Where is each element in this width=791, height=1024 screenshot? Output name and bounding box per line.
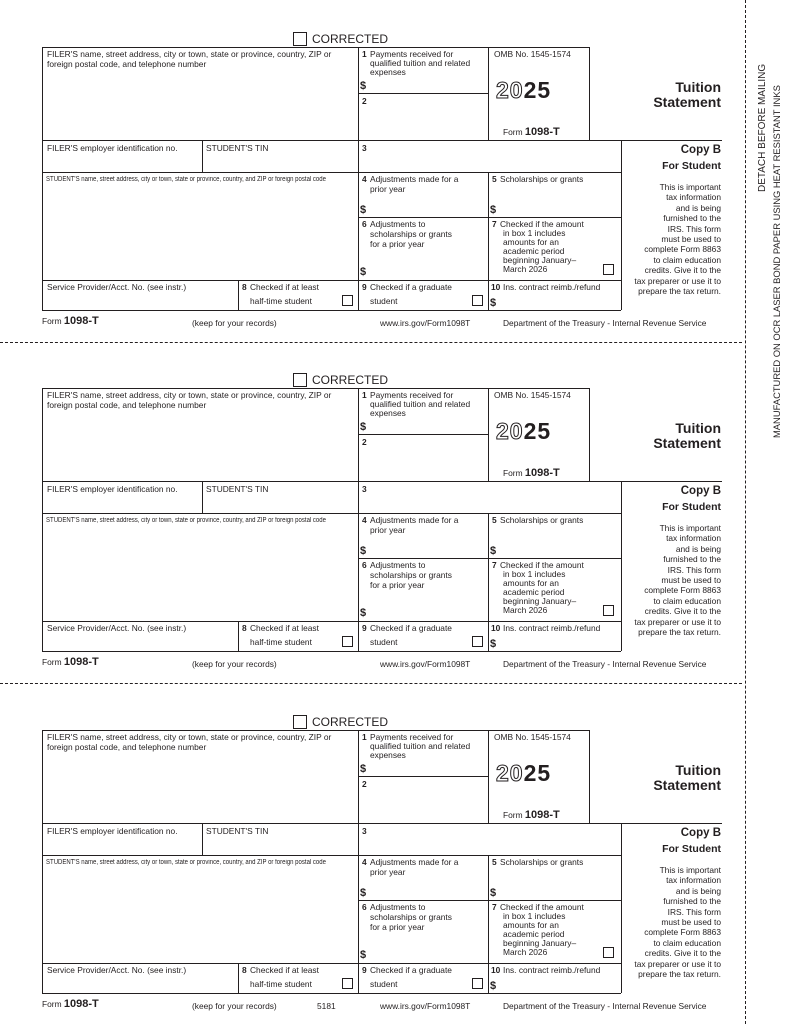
perforation-line-1	[0, 342, 742, 343]
box1-dollar: $	[360, 763, 367, 775]
footer-department: Department of the Treasury - Internal Revenue Service	[503, 318, 707, 328]
omb-number: OMB No. 1545-1574	[494, 49, 571, 59]
footer-url: www.irs.gov/Form1098T	[380, 318, 471, 328]
box10-number: 10	[491, 282, 501, 292]
box4-label-2: prior year	[370, 525, 406, 535]
form-title-2: Statement	[653, 435, 721, 451]
form-title-1: Tuition	[675, 420, 721, 436]
tax-year: 2025	[496, 760, 552, 786]
box6-label-3: for a prior year	[370, 922, 425, 932]
copy-b-instructions: This is important tax information and is being furnished to the IRS. This form must be used to complete Form 8863 to claim education credits. Give it to the tax preparer or use it to prepare the tax return.	[634, 523, 721, 638]
box4-amount-field[interactable]	[370, 202, 486, 216]
box4-label-1: Adjustments made for a	[370, 857, 459, 867]
service-provider-field[interactable]	[44, 634, 236, 649]
box10-number: 10	[491, 623, 501, 633]
box5-amount-field[interactable]	[500, 543, 619, 557]
box8-checkbox[interactable]	[342, 295, 353, 306]
footer-form-label: Form 1098-T	[42, 315, 99, 327]
box4-number: 4	[362, 174, 367, 184]
box8-number: 8	[242, 282, 247, 292]
box10-label: Ins. contract reimb./refund	[503, 965, 601, 975]
box6-amount-field[interactable]	[370, 947, 486, 961]
box3-number: 3	[362, 143, 367, 153]
box1-amount-field[interactable]	[370, 78, 486, 92]
box9-label-2: student	[370, 979, 398, 989]
box5-dollar: $	[490, 545, 497, 557]
box4-label-2: prior year	[370, 184, 406, 194]
student-name-label: STUDENT'S name, street address, city or town, state or province, country, and ZIP or foreign postal code	[46, 517, 326, 524]
filer-name-field[interactable]	[44, 70, 356, 138]
box8-label-2: half-time student	[250, 637, 312, 647]
box1-dollar: $	[360, 421, 367, 433]
student-name-field[interactable]	[44, 527, 356, 619]
for-student-label: For Student	[662, 501, 721, 513]
box5-number: 5	[492, 857, 497, 867]
box7-checkbox[interactable]	[603, 264, 614, 275]
paper-notice: MANUFACTURED ON OCR LASER BOND PAPER USING HEAT RESISTANT INKS	[771, 85, 782, 438]
box8-label-2: half-time student	[250, 979, 312, 989]
form-label: Form 1098-T	[503, 126, 560, 138]
student-name-label: STUDENT'S name, street address, city or town, state or province, country, and ZIP or foreign postal code	[46, 859, 326, 866]
student-tin-label: STUDENT'S TIN	[206, 143, 269, 153]
for-student-label: For Student	[662, 160, 721, 172]
box4-label-1: Adjustments made for a	[370, 174, 459, 184]
box8-number: 8	[242, 623, 247, 633]
box8-checkbox[interactable]	[342, 636, 353, 647]
box6-label-2: scholarships or grants	[370, 570, 452, 580]
box8-number: 8	[242, 965, 247, 975]
box7-label-5: beginning January–	[503, 596, 577, 606]
footer-department: Department of the Treasury - Internal Revenue Service	[503, 659, 707, 669]
filer-ein-label: FILER'S employer identification no.	[47, 143, 178, 153]
box1-label-3: expenses	[370, 67, 406, 77]
box6-dollar: $	[360, 949, 367, 961]
box6-number: 6	[362, 560, 367, 570]
box10-number: 10	[491, 965, 501, 975]
box3-number: 3	[362, 826, 367, 836]
box10-label: Ins. contract reimb./refund	[503, 623, 601, 633]
filer-name-label: FILER'S name, street address, city or town, state or province, country, ZIP or	[47, 732, 332, 742]
box2-field[interactable]	[370, 104, 486, 138]
box10-dollar: $	[490, 297, 497, 309]
footer-keep-note: (keep for your records)	[192, 1001, 277, 1011]
box4-amount-field[interactable]	[370, 885, 486, 899]
service-provider-field[interactable]	[44, 976, 236, 991]
form-label: Form 1098-T	[503, 809, 560, 821]
box5-number: 5	[492, 174, 497, 184]
box10-dollar: $	[490, 980, 497, 992]
box9-checkbox[interactable]	[472, 978, 483, 989]
box7-label-6: March 2026	[503, 947, 548, 957]
student-name-field[interactable]	[44, 869, 356, 961]
form-1098t-copy-1	[0, 0, 791, 328]
box6-number: 6	[362, 902, 367, 912]
form-1098t-copy-3	[0, 683, 791, 1011]
box9-label-1: Checked if a graduate	[370, 623, 452, 633]
box7-label-2: in box 1 includes	[503, 569, 566, 579]
box10-amount-field[interactable]	[500, 635, 619, 649]
filer-name-field[interactable]	[44, 411, 356, 479]
box10-label: Ins. contract reimb./refund	[503, 282, 601, 292]
service-provider-label: Service Provider/Acct. No. (see instr.)	[47, 965, 187, 975]
box4-label-2: prior year	[370, 867, 406, 877]
box6-label-1: Adjustments to	[370, 902, 426, 912]
box9-number: 9	[362, 623, 367, 633]
box7-label-2: in box 1 includes	[503, 911, 566, 921]
box1-amount-field[interactable]	[370, 419, 486, 433]
box1-number: 1	[362, 49, 367, 59]
box7-label-2: in box 1 includes	[503, 228, 566, 238]
box2-number: 2	[362, 779, 367, 789]
box7-label-5: beginning January–	[503, 255, 577, 265]
copy-b-instructions: This is important tax information and is being furnished to the IRS. This form must be used to complete Form 8863 to claim education credits. Give it to the tax preparer or use it to prepare the tax return.	[634, 865, 721, 980]
footer-keep-note: (keep for your records)	[192, 659, 277, 669]
box9-number: 9	[362, 282, 367, 292]
filer-name-label: FILER'S name, street address, city or town, state or province, country, ZIP or	[47, 49, 332, 59]
vertical-perforation	[745, 0, 746, 1024]
corrected-label: CORRECTED	[312, 715, 389, 729]
box6-dollar: $	[360, 266, 367, 278]
omb-number: OMB No. 1545-1574	[494, 732, 571, 742]
box6-label-2: scholarships or grants	[370, 229, 452, 239]
box6-label-3: for a prior year	[370, 239, 425, 249]
corrected-checkbox[interactable]	[293, 32, 307, 46]
box8-label-2: half-time student	[250, 296, 312, 306]
box7-checkbox[interactable]	[603, 947, 614, 958]
copy-b-label: Copy B	[680, 144, 721, 156]
footer-url: www.irs.gov/Form1098T	[380, 659, 471, 669]
box7-label-4: academic period	[503, 929, 565, 939]
box1-label-2: qualified tuition and related	[370, 58, 471, 68]
box9-checkbox[interactable]	[472, 636, 483, 647]
box4-label-1: Adjustments made for a	[370, 515, 459, 525]
form-label: Form 1098-T	[503, 467, 560, 479]
box1-dollar: $	[360, 80, 367, 92]
box1-label-1: Payments received for	[370, 732, 454, 742]
filer-name-label-2: foreign postal code, and telephone number	[47, 742, 207, 752]
perforation-line-2	[0, 683, 742, 684]
filer-name-field[interactable]	[44, 753, 356, 821]
box9-label-2: student	[370, 296, 398, 306]
form-title-2: Statement	[653, 94, 721, 110]
box7-number: 7	[492, 219, 497, 229]
box9-checkbox[interactable]	[472, 295, 483, 306]
box7-number: 7	[492, 560, 497, 570]
box5-label: Scholarships or grants	[500, 515, 584, 525]
box8-label-1: Checked if at least	[250, 623, 319, 633]
box2-field[interactable]	[370, 787, 486, 821]
filer-ein-field[interactable]	[44, 837, 200, 853]
box7-label-6: March 2026	[503, 264, 548, 274]
student-tin-label: STUDENT'S TIN	[206, 826, 269, 836]
copy-b-label: Copy B	[680, 485, 721, 497]
box9-label-2: student	[370, 637, 398, 647]
box7-label-4: academic period	[503, 246, 565, 256]
box6-label-3: for a prior year	[370, 580, 425, 590]
service-provider-label: Service Provider/Acct. No. (see instr.)	[47, 282, 187, 292]
box4-dollar: $	[360, 887, 367, 899]
box7-label-4: academic period	[503, 587, 565, 597]
box10-amount-field[interactable]	[500, 294, 619, 308]
box7-label-3: amounts for an	[503, 578, 559, 588]
filer-ein-label: FILER'S employer identification no.	[47, 484, 178, 494]
box5-amount-field[interactable]	[500, 885, 619, 899]
box4-amount-field[interactable]	[370, 543, 486, 557]
box6-amount-field[interactable]	[370, 605, 486, 619]
form-1098t-copy-2	[0, 341, 791, 669]
box6-label-1: Adjustments to	[370, 560, 426, 570]
corrected-label: CORRECTED	[312, 373, 389, 387]
student-tin-field[interactable]	[204, 154, 356, 170]
box1-amount-field[interactable]	[370, 761, 486, 775]
filer-ein-label: FILER'S employer identification no.	[47, 826, 178, 836]
box1-label-3: expenses	[370, 750, 406, 760]
copy-b-instructions: This is important tax information and is being furnished to the IRS. This form must be used to complete Form 8863 to claim education credits. Give it to the tax preparer or use it to prepare the tax return.	[634, 182, 721, 297]
for-student-label: For Student	[662, 843, 721, 855]
box10-dollar: $	[490, 638, 497, 650]
student-name-label: STUDENT'S name, street address, city or town, state or province, country, and ZIP or foreign postal code	[46, 176, 326, 183]
box9-label-1: Checked if a graduate	[370, 282, 452, 292]
footer-url: www.irs.gov/Form1098T	[380, 1001, 471, 1011]
student-name-field[interactable]	[44, 186, 356, 278]
box8-checkbox[interactable]	[342, 978, 353, 989]
box1-label-1: Payments received for	[370, 49, 454, 59]
box7-label-1: Checked if the amount	[500, 560, 584, 570]
box1-label-3: expenses	[370, 408, 406, 418]
omb-number: OMB No. 1545-1574	[494, 390, 571, 400]
student-tin-label: STUDENT'S TIN	[206, 484, 269, 494]
box5-number: 5	[492, 515, 497, 525]
box7-label-6: March 2026	[503, 605, 548, 615]
box7-checkbox[interactable]	[603, 605, 614, 616]
tax-year: 2025	[496, 418, 552, 444]
footer-catalog-number: 5181	[317, 1001, 336, 1011]
box8-label-1: Checked if at least	[250, 965, 319, 975]
box6-number: 6	[362, 219, 367, 229]
box1-label-2: qualified tuition and related	[370, 399, 471, 409]
filer-name-label: FILER'S name, street address, city or town, state or province, country, ZIP or	[47, 390, 332, 400]
corrected-checkbox[interactable]	[293, 373, 307, 387]
box5-dollar: $	[490, 887, 497, 899]
box1-number: 1	[362, 732, 367, 742]
box7-label-1: Checked if the amount	[500, 219, 584, 229]
filer-name-label-2: foreign postal code, and telephone number	[47, 400, 207, 410]
footer-form-label: Form 1098-T	[42, 998, 99, 1010]
box1-label-1: Payments received for	[370, 390, 454, 400]
tax-year: 2025	[496, 77, 552, 103]
box4-dollar: $	[360, 545, 367, 557]
service-provider-field[interactable]	[44, 293, 236, 308]
box6-label-1: Adjustments to	[370, 219, 426, 229]
box4-number: 4	[362, 515, 367, 525]
box6-dollar: $	[360, 607, 367, 619]
form-title-1: Tuition	[675, 762, 721, 778]
filer-name-label-2: foreign postal code, and telephone number	[47, 59, 207, 69]
box9-label-1: Checked if a graduate	[370, 965, 452, 975]
form-title-1: Tuition	[675, 79, 721, 95]
box5-amount-field[interactable]	[500, 202, 619, 216]
box2-number: 2	[362, 437, 367, 447]
box1-number: 1	[362, 390, 367, 400]
detach-notice: DETACH BEFORE MAILING	[757, 63, 768, 192]
filer-ein-field[interactable]	[44, 495, 200, 511]
box7-label-5: beginning January–	[503, 938, 577, 948]
box2-field[interactable]	[370, 445, 486, 479]
box5-label: Scholarships or grants	[500, 857, 584, 867]
service-provider-label: Service Provider/Acct. No. (see instr.)	[47, 623, 187, 633]
filer-ein-field[interactable]	[44, 154, 200, 170]
copy-b-label: Copy B	[680, 827, 721, 839]
box6-label-2: scholarships or grants	[370, 912, 452, 922]
box7-label-3: amounts for an	[503, 920, 559, 930]
box3-number: 3	[362, 484, 367, 494]
footer-form-label: Form 1098-T	[42, 656, 99, 668]
box7-label-1: Checked if the amount	[500, 902, 584, 912]
student-tin-field[interactable]	[204, 837, 356, 853]
student-tin-field[interactable]	[204, 495, 356, 511]
box6-amount-field[interactable]	[370, 264, 486, 278]
box7-label-3: amounts for an	[503, 237, 559, 247]
box8-label-1: Checked if at least	[250, 282, 319, 292]
corrected-label: CORRECTED	[312, 32, 389, 46]
box7-number: 7	[492, 902, 497, 912]
form-title-2: Statement	[653, 777, 721, 793]
box5-label: Scholarships or grants	[500, 174, 584, 184]
box10-amount-field[interactable]	[500, 977, 619, 991]
corrected-checkbox[interactable]	[293, 715, 307, 729]
box9-number: 9	[362, 965, 367, 975]
footer-keep-note: (keep for your records)	[192, 318, 277, 328]
box4-number: 4	[362, 857, 367, 867]
footer-department: Department of the Treasury - Internal Revenue Service	[503, 1001, 707, 1011]
box5-dollar: $	[490, 204, 497, 216]
box2-number: 2	[362, 96, 367, 106]
box1-label-2: qualified tuition and related	[370, 741, 471, 751]
box4-dollar: $	[360, 204, 367, 216]
